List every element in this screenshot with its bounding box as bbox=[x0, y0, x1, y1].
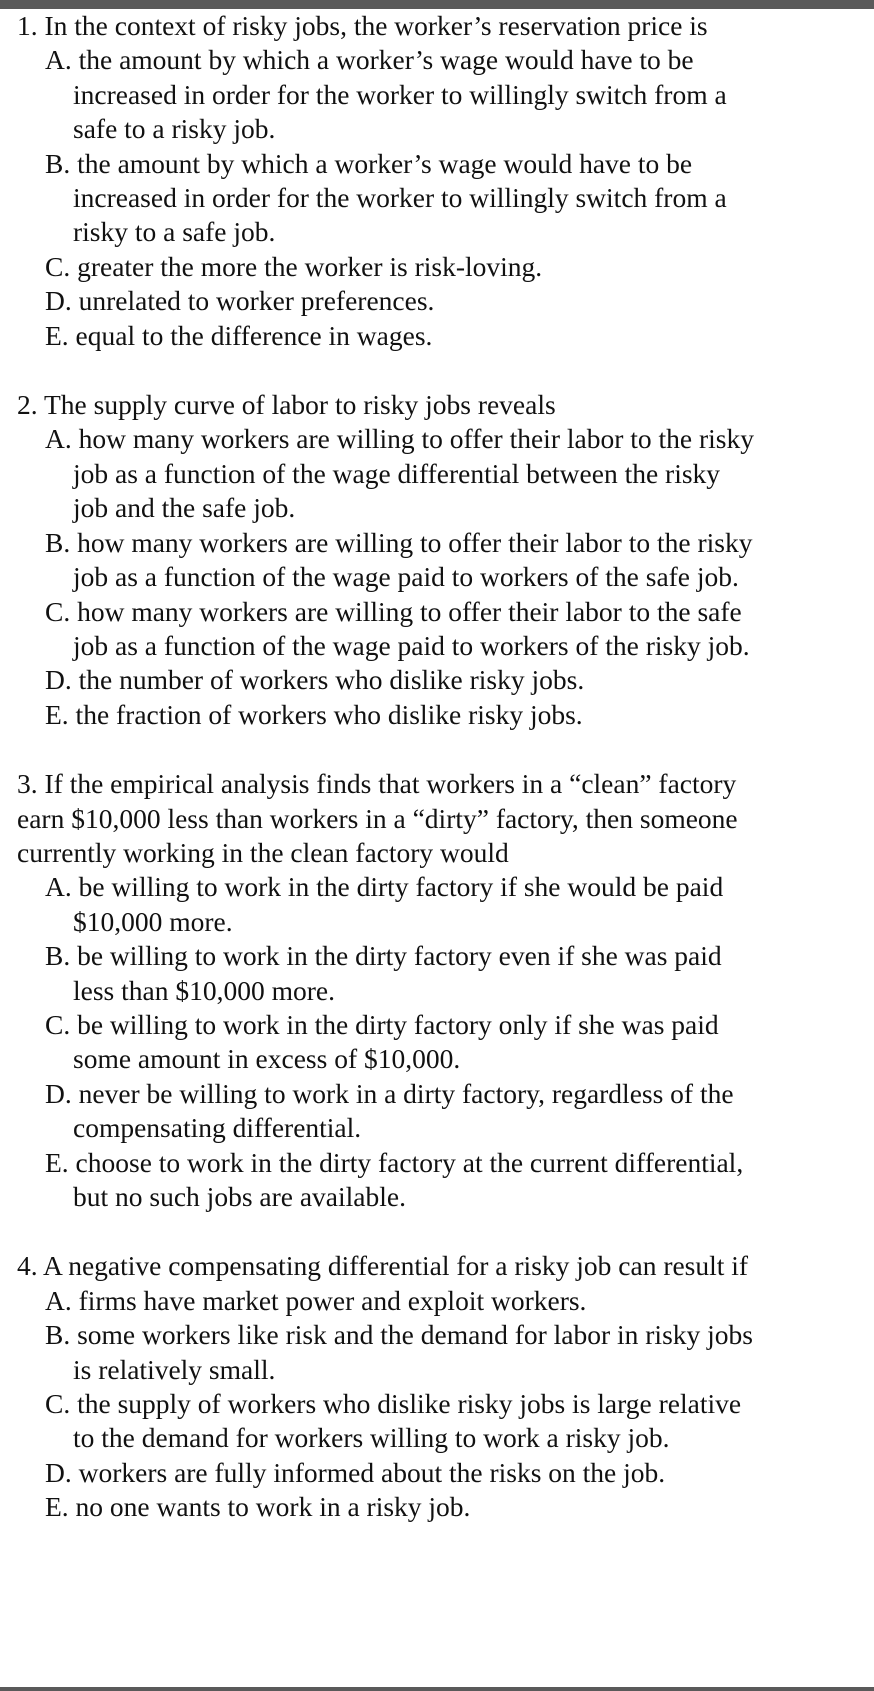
answer-options bbox=[17, 43, 757, 353]
top-border bbox=[0, 0, 874, 9]
option-b: B. some workers like risk and the demand for labor in risky jobs is relatively small. bbox=[45, 1319, 753, 1385]
option-e: E. choose to work in the dirty factory at the current differential, but no such jobs are available. bbox=[45, 1146, 744, 1212]
option-c: C. greater the more the worker is risk-loving. bbox=[45, 250, 543, 282]
option-b: B. be willing to work in the dirty factory even if she was paid less than $10,000 more. bbox=[45, 940, 722, 1006]
answer-options bbox=[17, 422, 757, 732]
question-2 bbox=[17, 388, 757, 732]
option-c: C. the supply of workers who dislike risky jobs is large relative to the demand for workers willing to work a risky job. bbox=[45, 1388, 742, 1454]
option-d: D. workers are fully informed about the risks on the job. bbox=[45, 1456, 666, 1488]
question-1 bbox=[17, 9, 757, 353]
option-a: A. the amount by which a worker’s wage would have to be increased in order for the worker to willingly switch from a safe to a risky job. bbox=[45, 44, 727, 145]
question-stem: 3. If the empirical analysis finds that workers in a “clean” factory earn $10,000 less than workers in a “dirty” factory, then someone currently working in the clean factory would bbox=[17, 768, 738, 868]
option-a: A. how many workers are willing to offer their labor to the risky job as a function of the wage differential between the risky job and the safe job. bbox=[45, 423, 754, 524]
bottom-border bbox=[0, 1687, 874, 1691]
question-document bbox=[17, 9, 757, 1560]
option-e: E. equal to the difference in wages. bbox=[45, 319, 433, 351]
option-d: D. never be willing to work in a dirty factory, regardless of the compensating differential. bbox=[45, 1077, 734, 1144]
answer-options bbox=[17, 1284, 757, 1525]
option-b: B. how many workers are willing to offer their labor to the risky job as a function of the wage paid to workers of the safe job. bbox=[45, 526, 753, 593]
option-a: A. firms have market power and exploit workers. bbox=[45, 1284, 587, 1316]
option-d: D. unrelated to worker preferences. bbox=[45, 285, 435, 317]
option-b: B. the amount by which a worker’s wage would have to be increased in order for the worker to willingly switch from a risky to a safe job. bbox=[45, 147, 727, 248]
question-4 bbox=[17, 1249, 757, 1524]
option-e: E. no one wants to work in a risky job. bbox=[45, 1491, 471, 1523]
question-stem: 1. In the context of risky jobs, the worker’s reservation price is bbox=[17, 10, 708, 41]
option-d: D. the number of workers who dislike risky jobs. bbox=[45, 664, 585, 696]
option-e: E. the fraction of workers who dislike risky jobs. bbox=[45, 698, 583, 730]
option-c: C. be willing to work in the dirty factory only if she was paid some amount in excess of $10,000. bbox=[45, 1008, 719, 1075]
question-stem: 4. A negative compensating differential for a risky job can result if bbox=[17, 1250, 749, 1282]
option-a: A. be willing to work in the dirty factory if she would be paid $10,000 more. bbox=[45, 871, 724, 937]
answer-options bbox=[17, 870, 757, 1214]
option-c: C. how many workers are willing to offer their labor to the safe job as a function of the wage paid to workers of the risky job. bbox=[45, 595, 750, 661]
question-stem: 2. The supply curve of labor to risky jobs reveals bbox=[17, 389, 556, 421]
question-3 bbox=[17, 767, 757, 1214]
